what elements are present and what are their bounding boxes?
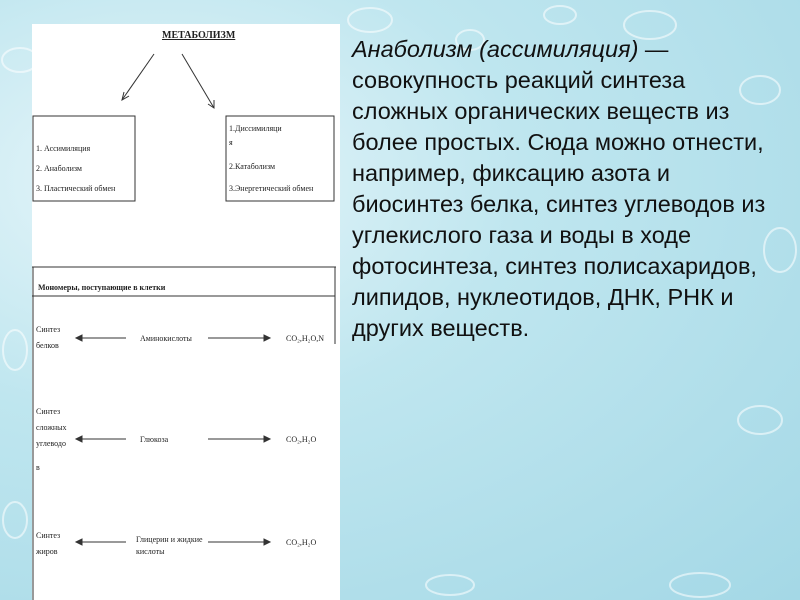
right-box-line: 2.Катаболизм	[229, 162, 276, 171]
row-left-label: Синтез	[36, 325, 61, 334]
definition-body: — совокупность реакций синтеза сложных органических веществ из более простых. Сюда можно отнести, например, фиксацию азота и биосинтез белка, синтез углеводов из углекислого газа и воды в ходе фотосинтеза, синтез полисахаридов, липидов, нуклеотидов, ДНК, РНК и других веществ.	[352, 36, 766, 341]
table-header: Мономеры, поступающие в клетки	[38, 283, 166, 292]
row-left-label: жиров	[36, 547, 58, 556]
right-box-line: 1.Диссимиляци	[229, 124, 282, 133]
row-left-label: углеводо	[36, 439, 66, 448]
definition-text	[352, 34, 772, 344]
arrowhead-left	[76, 436, 82, 442]
arrowhead-right	[264, 335, 270, 341]
row-products: CO₂,H₂O	[286, 435, 317, 444]
arrowhead-left	[76, 539, 82, 545]
row-left-label: в	[36, 463, 40, 472]
metabolism-diagram-scan	[32, 24, 340, 600]
diagram-title: МЕТАБОЛИЗМ	[162, 30, 236, 41]
row-monomer: Глюкоза	[140, 435, 169, 444]
row-left-label: Синтез	[36, 407, 61, 416]
row-monomer: Аминокислоты	[140, 334, 192, 343]
arrow-to-left-box	[122, 54, 154, 100]
term-anabolism: Анаболизм (ассимиляция)	[352, 36, 639, 62]
left-box-line: 3. Пластический обмен	[36, 184, 116, 193]
arrowhead-right	[208, 100, 214, 108]
left-box-line: 1. Ассимиляция	[36, 144, 91, 153]
row-products: CO₂,H₂O,N	[286, 334, 325, 343]
left-box-line: 2. Анаболизм	[36, 164, 82, 173]
arrow-to-right-box	[182, 54, 214, 108]
right-box-line: 3.Энергетический обмен	[229, 184, 314, 193]
arrowhead-right	[264, 436, 270, 442]
row-left-label: белков	[36, 341, 59, 350]
arrowhead-right	[264, 539, 270, 545]
row-monomer: Глицерин и жидкие	[136, 535, 203, 544]
row-monomer: кислоты	[136, 547, 165, 556]
arrowhead-left	[76, 335, 82, 341]
row-left-label: Синтез	[36, 531, 61, 540]
row-left-label: сложных	[36, 423, 67, 432]
row-products: CO₂,H₂O	[286, 538, 317, 547]
right-box-line: я	[229, 138, 233, 147]
metabolism-diagram	[32, 24, 340, 600]
